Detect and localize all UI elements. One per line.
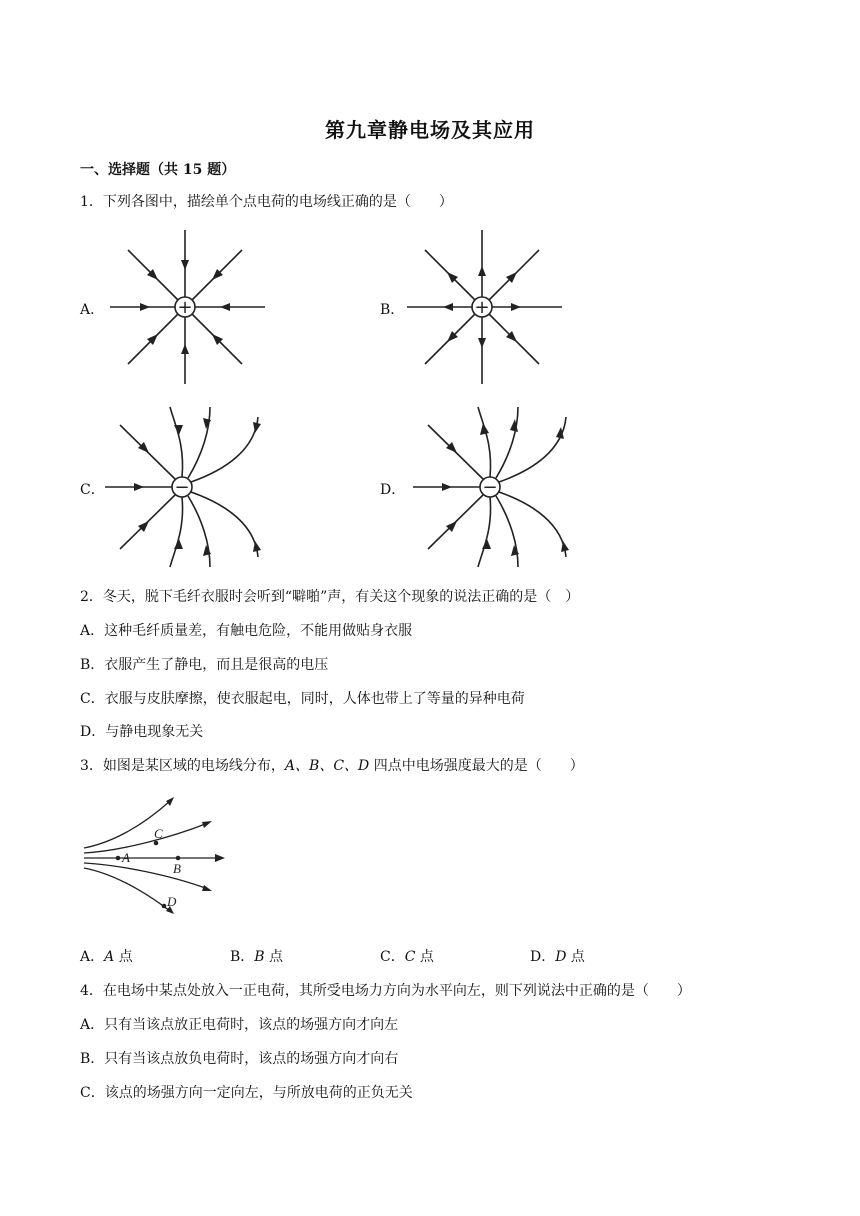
q3-field-diagram: [80, 793, 230, 918]
q3-point-d-label: D: [167, 894, 177, 909]
q4-option-b: B．只有当该点放负电荷时，该点的场强方向才向右: [80, 1051, 399, 1067]
q3-point-b-label: B: [173, 861, 181, 876]
q1-option-b-label: B．: [380, 302, 405, 318]
q3-option-a-var: A: [104, 949, 115, 965]
q4-option-a: A．只有当该点放正电荷时，该点的场强方向才向左: [80, 1017, 399, 1033]
question-1-stem: 1．下列各图中，描绘单个点电荷的电场线正确的是（ ）: [80, 194, 453, 210]
q3-option-a: [80, 946, 133, 966]
q3-stem-prefix: 3．如图是某区域的电场线分布，: [80, 758, 285, 774]
q1-option-c-label: C．: [80, 482, 105, 498]
q3-option-d-suffix: 点: [566, 949, 585, 965]
q1-option-a-label: A．: [80, 302, 105, 318]
q1-a-charge-sign: +: [177, 297, 193, 318]
q1-diagram-a: [100, 228, 270, 388]
q3-stem-vars: A、B、C、D: [284, 758, 370, 774]
q3-option-c-prefix: C．: [380, 949, 405, 965]
q3-option-d-var: D: [555, 949, 567, 965]
q1-c-charge-sign: −: [174, 477, 190, 498]
q3-option-b-suffix: 点: [264, 949, 284, 965]
q3-option-a-prefix: A．: [80, 949, 105, 965]
q3-option-d: [530, 946, 585, 966]
q3-point-c-label: C: [154, 826, 163, 841]
q1-b-charge-sign: +: [474, 297, 490, 318]
q3-point-a-label: A: [122, 850, 130, 865]
q2-option-c: C．衣服与皮肤摩擦，使衣服起电，同时，人体也带上了等量的异种电荷: [80, 691, 525, 707]
q1-diagram-b: [397, 228, 567, 388]
q3-option-d-prefix: D．: [530, 949, 556, 965]
q3-option-a-suffix: 点: [114, 949, 133, 965]
q3-option-c: [380, 946, 434, 966]
q2-option-a: A．这种毛纤质量差，有触电危险，不能用做贴身衣服: [80, 623, 413, 639]
question-4-stem: 4．在电场中某点处放入一正电荷，其所受电场力方向为水平向左，则下列说法中正确的是（ ）: [80, 983, 691, 999]
q3-option-c-var: C: [404, 949, 416, 965]
q3-option-c-suffix: 点: [415, 949, 434, 965]
q3-option-b: [230, 946, 283, 966]
q2-option-b: B．衣服产生了静电，而且是很高的电压: [80, 657, 329, 673]
q3-option-b-var: B: [254, 949, 265, 965]
question-2-stem: 2．冬天，脱下毛纤衣服时会听到“噼啪”声，有关这个现象的说法正确的是（ ）: [80, 589, 580, 605]
question-3-stem: [80, 755, 584, 775]
q3-option-b-prefix: B．: [230, 949, 255, 965]
q1-option-d-label: D．: [380, 482, 406, 498]
q1-diagram-c: [100, 405, 270, 570]
q4-option-c: C．该点的场强方向一定向左，与所放电荷的正负无关: [80, 1085, 413, 1101]
q3-stem-suffix: 四点中电场强度最大的是（ ）: [369, 758, 584, 774]
q1-d-charge-sign: −: [482, 477, 498, 498]
page-title: 第九章静电场及其应用: [325, 118, 535, 142]
q2-option-d: D．与静电现象无关: [80, 724, 204, 740]
q1-diagram-d: [408, 405, 578, 570]
section-heading: 一、选择题（共 15 题）: [80, 162, 236, 178]
